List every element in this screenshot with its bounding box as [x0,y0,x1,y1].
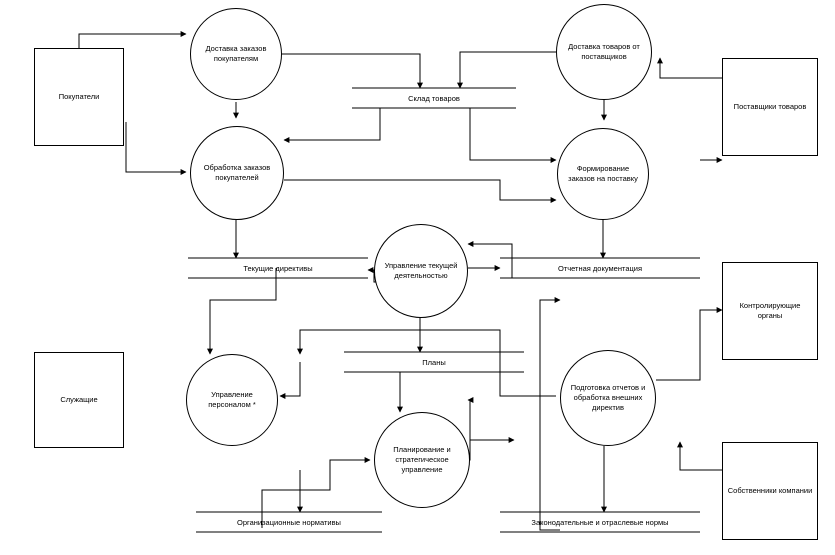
data-store-label: Текущие директивы [243,263,313,273]
process-node[interactable] [557,128,649,220]
process-node[interactable] [374,224,468,318]
data-store-label: Планы [422,357,446,367]
process-node[interactable] [190,126,284,220]
process-label: Управление текущей деятельностью [384,261,458,280]
data-store[interactable] [500,259,700,278]
process-node[interactable] [190,8,282,100]
data-store-label: Организационные нормативы [237,517,341,527]
process-node[interactable] [556,4,652,100]
data-store-label: Отчетная документация [557,263,643,273]
process-node[interactable] [374,412,470,508]
data-store-label: Склад товаров [408,93,460,103]
external-entity-label: Контролирующие органы [739,301,801,320]
process-label: Управление персоналом * [208,390,256,409]
process-label: Планирование и стратегическое управление [393,445,451,474]
external-entity[interactable] [34,48,124,146]
process-node[interactable] [186,354,278,446]
data-store[interactable] [188,259,368,278]
process-label: Формирование заказов на поставку [568,164,638,183]
data-store[interactable] [344,353,524,372]
data-store[interactable] [352,89,516,108]
external-entity[interactable] [34,352,124,448]
external-entity[interactable] [722,58,818,156]
process-label: Обработка заказов покупателей [203,163,271,182]
data-store[interactable] [196,513,382,532]
external-entity-label: Покупатели [58,92,100,101]
external-entity[interactable] [722,442,818,540]
external-entity-label: Поставщики товаров [733,102,807,111]
external-entity-label: Служащие [60,395,98,404]
process-label: Подготовка отчетов и обработка внешних директив [570,383,646,412]
process-node[interactable] [560,350,656,446]
external-entity[interactable] [722,262,818,360]
process-label: Доставка товаров от поставщиков [568,42,640,61]
process-label: Доставка заказов покупателям [205,44,267,63]
external-entity-label: Собственники компании [727,486,813,495]
data-store-label: Законодательные и отраслевые нормы [531,517,669,527]
data-store[interactable] [500,513,700,532]
